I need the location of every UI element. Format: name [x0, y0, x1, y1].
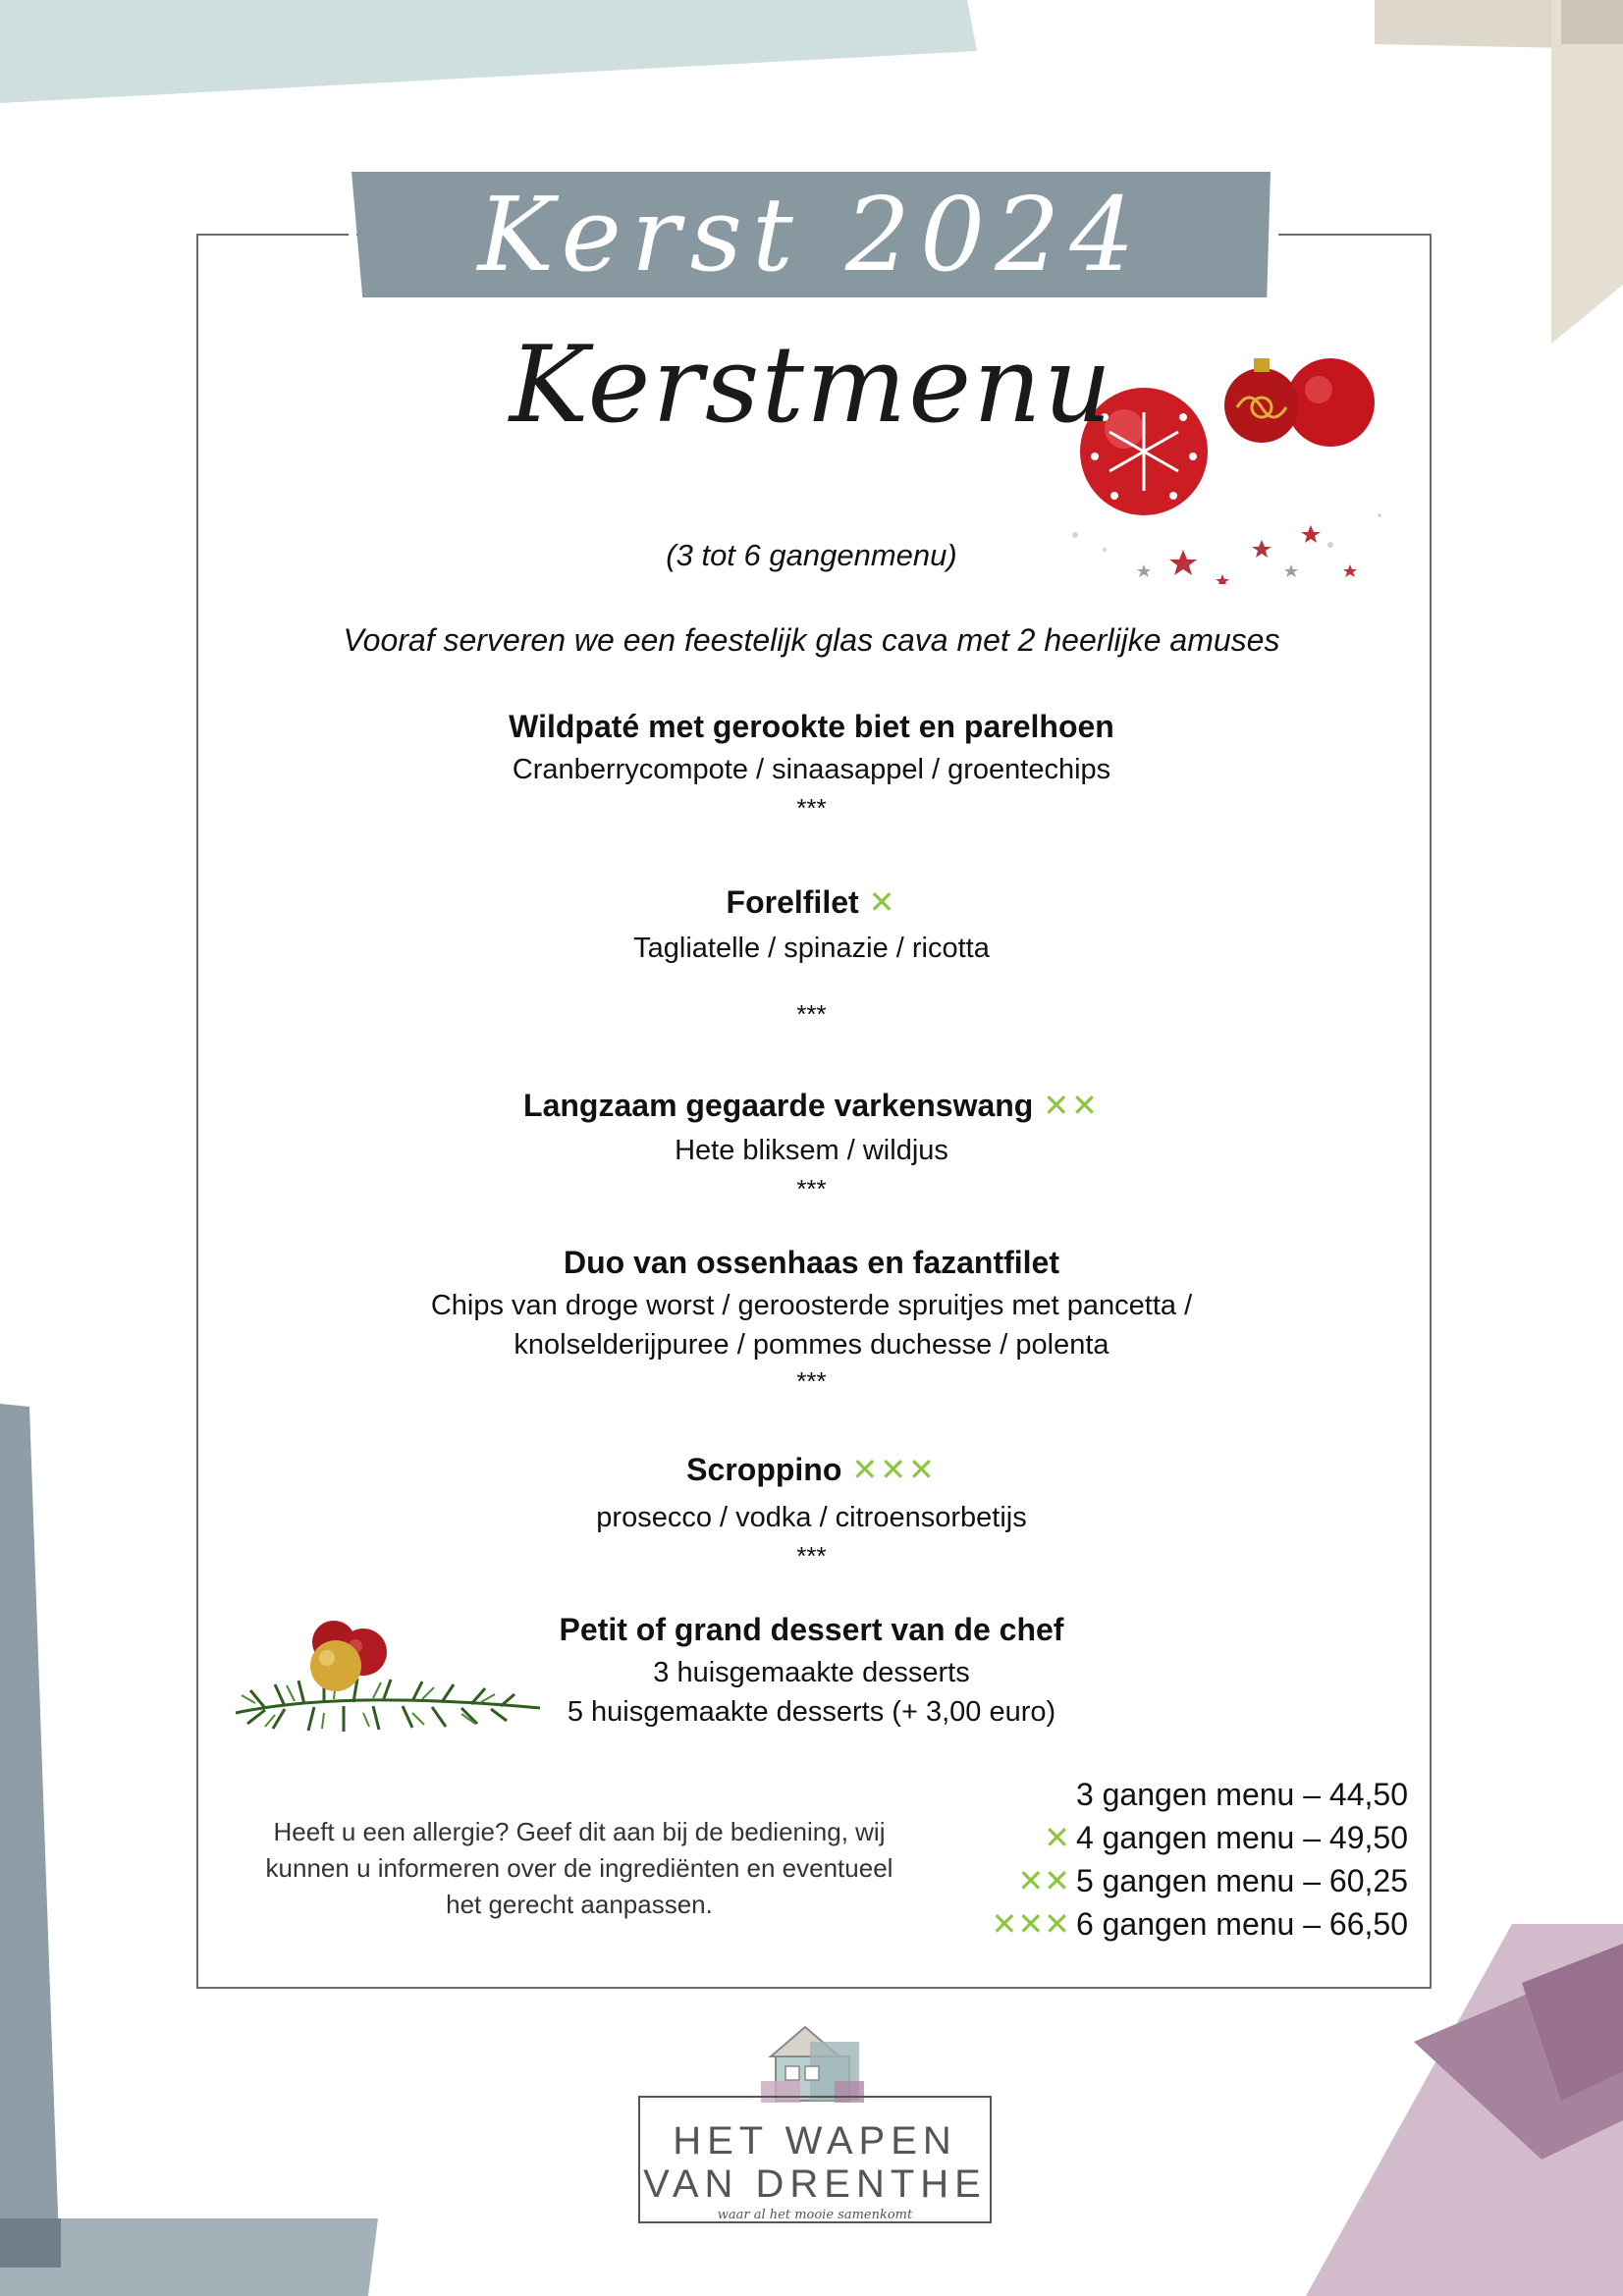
- course-title: Wildpaté met gerookte biet en parelhoen: [509, 709, 1114, 744]
- course-title: Forelfilet: [726, 884, 859, 920]
- course-marks: ✕: [868, 884, 897, 920]
- course-separator: ***: [796, 793, 827, 823]
- price-label: 5 gangen menu – 60,25: [1075, 1863, 1408, 1898]
- course-separator: ***: [796, 1541, 827, 1571]
- price-label: 3 gangen menu – 44,50: [1075, 1777, 1408, 1812]
- logo-line-1: HET WAPEN: [673, 2119, 957, 2163]
- price-row: [923, 1859, 1408, 1902]
- course-description: 5 huisgemaakte desserts (+ 3,00 euro): [567, 1696, 1056, 1728]
- course-title: Duo van ossenhaas en fazantfilet: [563, 1245, 1059, 1280]
- course-description: prosecco / vodka / citroensorbetijs: [596, 1502, 1027, 1533]
- corner-decoration-top-left: [0, 0, 982, 108]
- price-row: [923, 1816, 1408, 1859]
- menu-script-title: Kerstmenu: [509, 324, 1114, 447]
- banner-title: Kerst 2024: [477, 175, 1145, 294]
- course-description: 3 huisgemaakte desserts: [653, 1657, 970, 1688]
- price-row: [923, 1902, 1408, 1946]
- course-title: Langzaam gegaarde varkenswang: [523, 1088, 1034, 1123]
- course-title: Scroppino: [686, 1452, 842, 1487]
- course-title-row: [0, 1451, 1623, 1488]
- price-list: [923, 1773, 1408, 1946]
- logo: [638, 2096, 992, 2223]
- course-description: Tagliatelle / spinazie / ricotta: [633, 933, 990, 964]
- price-label: 6 gangen menu – 66,50: [1075, 1906, 1408, 1942]
- price-marks: ✕✕: [1017, 1863, 1070, 1898]
- course-separator: ***: [796, 999, 827, 1029]
- course-separator: ***: [796, 1174, 827, 1203]
- logo-line-2: VAN DRENTHE: [643, 2163, 987, 2206]
- course-description: Chips van droge worst / geroosterde spruitjes met pancetta /: [430, 1290, 1193, 1321]
- pine-baubles-image: [226, 1605, 550, 1742]
- course-marks: ✕✕✕: [851, 1452, 937, 1487]
- course-description: knolselderijpuree / pommes duchesse / polenta: [514, 1329, 1109, 1361]
- course-description: Hete bliksem / wildjus: [675, 1135, 948, 1166]
- menu-subtitle: (3 tot 6 gangenmenu): [666, 538, 957, 572]
- course-description: Cranberrycompote / sinaasappel / groentechips: [512, 754, 1111, 785]
- course-title-row: [0, 1087, 1623, 1124]
- course-marks: ✕✕: [1043, 1088, 1100, 1123]
- course-title-row: [0, 883, 1623, 921]
- logo-tagline: waar al het mooie samenkomt: [717, 2208, 913, 2222]
- price-marks: ✕✕✕: [991, 1906, 1070, 1942]
- price-row: [923, 1773, 1408, 1816]
- intro-text: Vooraf serveren we een feestelijk glas cava met 2 heerlijke amuses: [343, 622, 1280, 658]
- allergy-note: Heeft u een allergie? Geef dit aan bij de bediening, wij kunnen u informeren over de ingrediënten en eventueel het gerecht aanpassen.: [265, 1817, 893, 1919]
- price-label: 4 gangen menu – 49,50: [1075, 1820, 1408, 1855]
- price-marks: ✕: [1044, 1820, 1070, 1855]
- course-title: Petit of grand dessert van de chef: [559, 1612, 1064, 1647]
- course-separator: ***: [796, 1366, 827, 1396]
